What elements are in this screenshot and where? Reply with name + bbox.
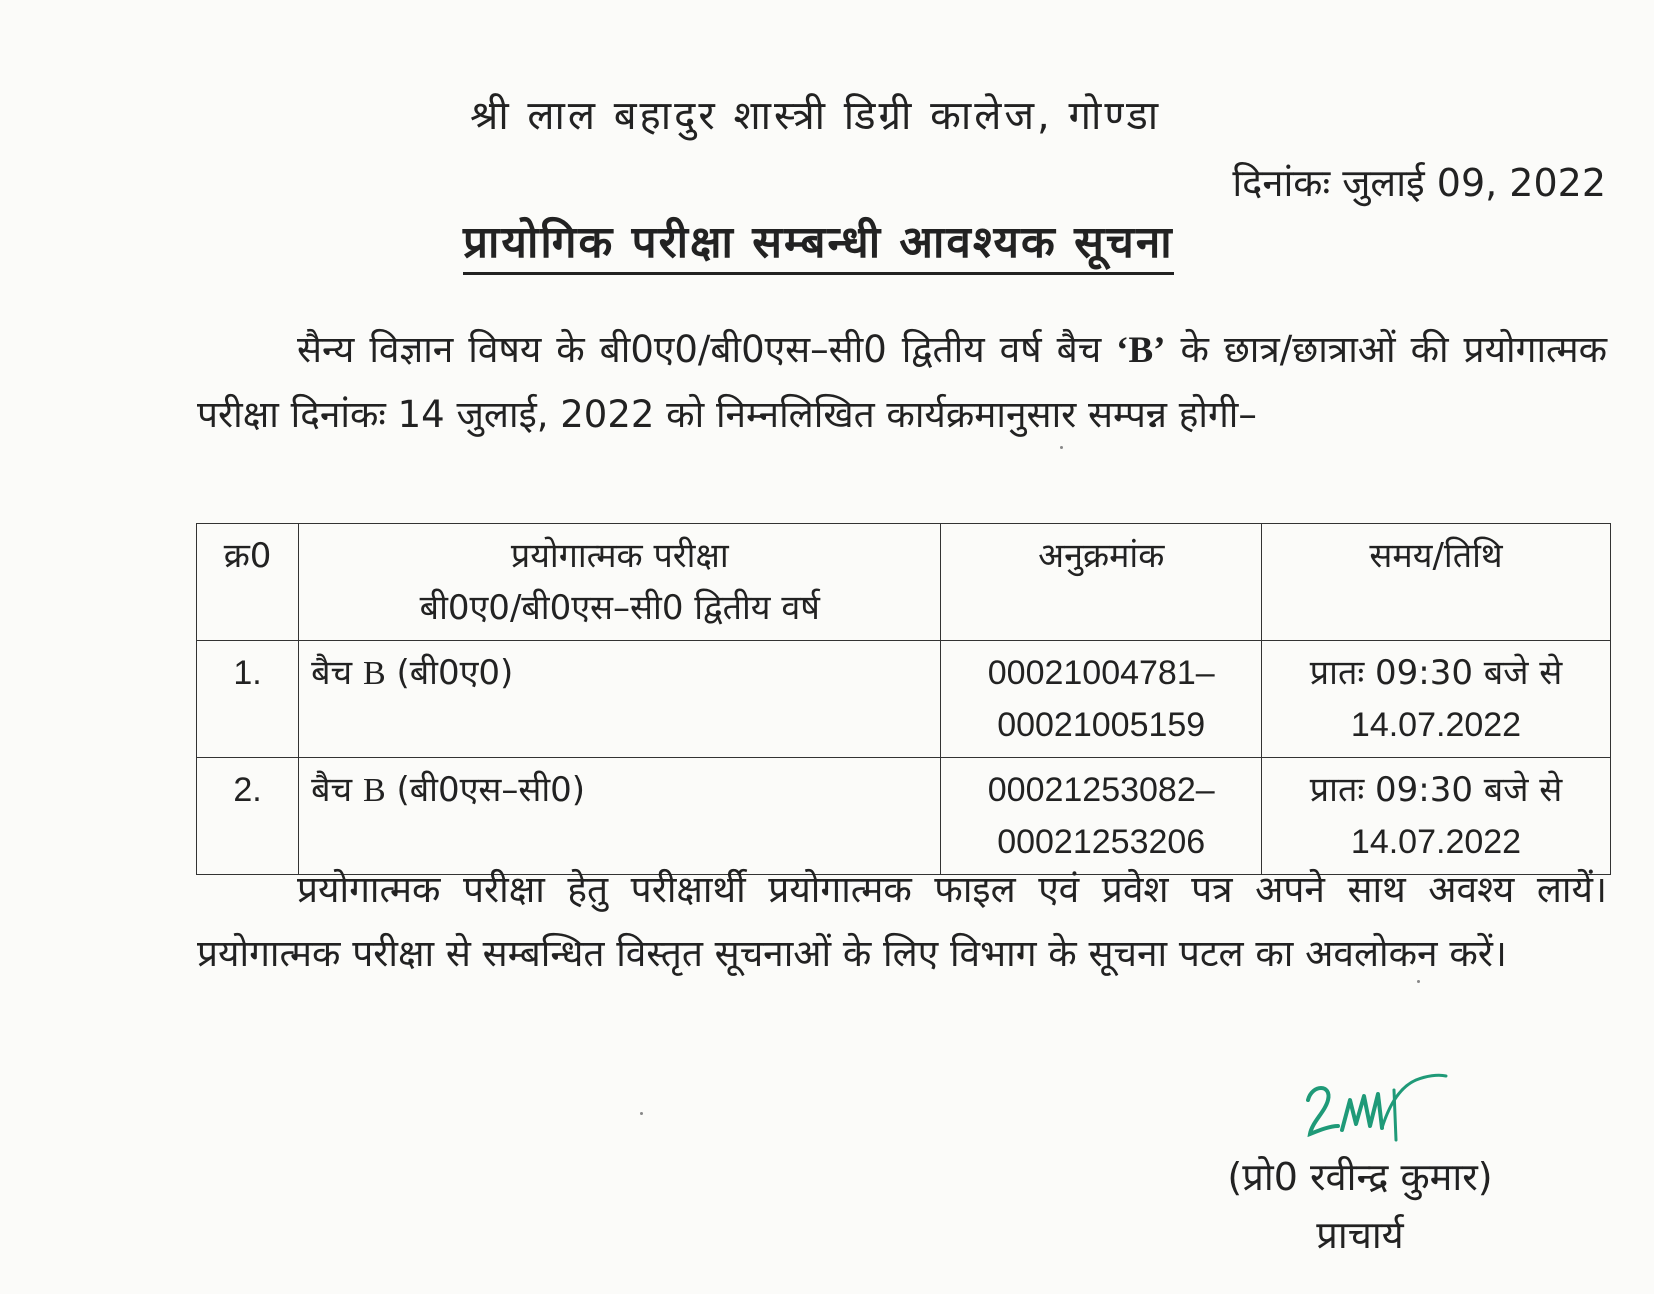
batch-course: (बी0ए0) (396, 653, 514, 693)
exam-date: 14.07.2022 (1350, 823, 1522, 861)
roll-from: 00021004781– (987, 654, 1215, 692)
table-row (197, 641, 1611, 758)
scan-speck (640, 1112, 643, 1115)
scan-speck (1060, 446, 1063, 449)
row-time-date (1262, 641, 1611, 758)
intro-paragraph (197, 318, 1607, 447)
handwritten-signature (1298, 1060, 1448, 1150)
header-time: समय/तिथि (1262, 524, 1611, 641)
header-exam (299, 524, 941, 641)
batch-course: (बी0एस–सी0) (396, 770, 586, 810)
table-row (197, 758, 1611, 875)
table-header-row (197, 524, 1611, 641)
exam-time: प्रातः 09:30 बजे से (1309, 770, 1563, 810)
header-sn: क्र0 (197, 524, 299, 641)
roll-to: 00021253206 (997, 823, 1206, 861)
batch-label: ‘B’ (1116, 330, 1166, 371)
row-roll-range (941, 641, 1262, 758)
exam-schedule-table (196, 523, 1611, 875)
signatory-title: प्राचार्य (1316, 1213, 1404, 1257)
header-exam-line2: बी0ए0/बी0एस–सी0 द्वितीय वर्ष (419, 588, 820, 628)
exam-date: 14.07.2022 (1350, 706, 1522, 744)
exam-time: प्रातः 09:30 बजे से (1309, 653, 1563, 693)
row-sn: 1. (197, 641, 299, 758)
row-time-date (1262, 758, 1611, 875)
notice-date: दिनांकः जुलाई 09, 2022 (1232, 161, 1606, 205)
notice-heading: प्रायोगिक परीक्षा सम्बन्धी आवश्यक सूचना (463, 210, 1174, 275)
signatory-block (1190, 1148, 1530, 1264)
row-batch (299, 641, 941, 758)
college-name: श्री लाल बहादुर शास्त्री डिग्री कालेज, गोण्डा (470, 93, 1162, 139)
closing-paragraph (197, 858, 1607, 986)
batch-letter: B (362, 655, 386, 692)
batch-letter: B (362, 772, 386, 809)
roll-to: 00021005159 (997, 706, 1206, 744)
row-roll-range (941, 758, 1262, 875)
scan-speck (1417, 980, 1420, 983)
header-exam-line1: प्रयोगात्मक परीक्षा (510, 536, 729, 576)
batch-prefix: बैच (311, 653, 353, 693)
roll-from: 00021253082– (987, 771, 1215, 809)
intro-text-start: सैन्य विज्ञान विषय के बी0ए0/बी0एस–सी0 द्वितीय वर्ष बैच (297, 328, 1102, 371)
row-batch (299, 758, 941, 875)
closing-text: प्रयोगात्मक परीक्षा हेतु परीक्षार्थी प्रयोगात्मक फाइल एवं प्रवेश पत्र अपने साथ अवश्य लायें। प्रयोगात्मक परीक्षा से सम्बन्धित विस्तृत सूचनाओं के लिए विभाग के सूचना पटल का अवलोकन करें। (197, 868, 1607, 975)
signatory-name: (प्रो0 रवीन्द्र कुमार) (1227, 1155, 1493, 1199)
header-roll: अनुक्रमांक (941, 524, 1262, 641)
batch-prefix: बैच (311, 770, 353, 810)
row-sn: 2. (197, 758, 299, 875)
intro-text-end: के छात्र/छात्राओं की प्रयोगात्मक परीक्षा दिनांकः 14 जुलाई, 2022 को निम्नलिखित कार्यक्रमानुसार सम्पन्न होगी– (197, 328, 1607, 436)
